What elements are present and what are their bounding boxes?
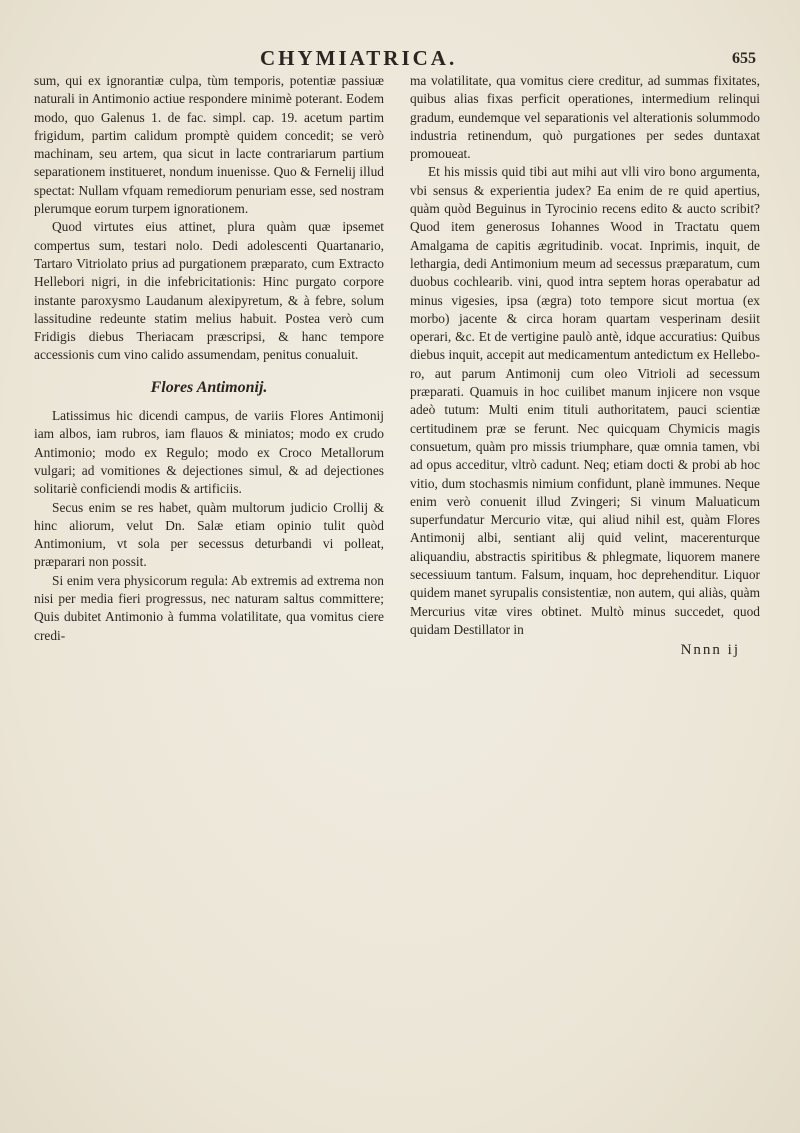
catchword: Nnnn ij	[680, 642, 740, 659]
paragraph: Secus enim se res habet, quàm multorum judicio Crollij & hinc aliorum, velut Dn. Salæ etiam opinio tulit quòd Antimonium, vt sola per secessus deturbandi vi polleat, præparari non possit.	[34, 499, 384, 570]
paragraph: ma volatilitate, qua vomitus ciere creditur, ad summas fixitates, quibus alias fixas perficit operationes, intermedium relinqui gradum, eundemque vel separationis vel alterationis solummodo industria retinendum, quò purgationes per sedes duntaxat promoueat.	[410, 73, 760, 162]
section-heading: Flores Antimonij.	[150, 378, 268, 396]
running-head	[34, 38, 760, 72]
paragraph: sum, qui ex ignorantiæ culpa, tùm temporis, potentiæ passiuæ naturali in Antimonio actiue respondere minimè poterant. Eodem modo, quo Galenus 1. de fac. simpl. cap. 19. acetum partim frigidum, partim calidum promptè quidem concedit; se verò machinam, seu artem, qua sicut in lacte contrariarum partium separationem institueret, nondum inuenisse. Quo & Fernelij illud spectat: Nullam vfquam remediorum penuriam esse, sed nostram plerumque eorum turpem ignorationem.	[34, 73, 384, 217]
right-column	[410, 72, 760, 660]
paragraph: Latissimus hic dicendi campus, de variis Flores Antimonij iam albos, iam rubros, iam flauos & miniatos; modo ex crudo Antimonio; modo ex Regulo; modo ex Croco Metallorum vulgari; ad vomitiones & dejectiones simul, & ad dejectiones solitariè conficiendi modis & artificiis.	[34, 408, 384, 497]
running-title: CHYMIATRICA.	[260, 46, 458, 70]
paragraph: Et his missis quid tibi aut mihi aut vlli viro bono argumenta, vbi sensus & experientia judex? Ea enim de re quid apertius, quàm quòd Beguinus in Tyrocinio recens edito & aucto scribit? Quod item generosus Iohannes Wood in Tractatu quem Amalgama de capitis ægritudinib. vocat. Inprimis, inquit, de lethargia, dedi Antimonium meum ad secessus præparatum, cum duobus cochlearib. vini, quod intra septem horas operabatur ad minus vigesies, ipsa (ægra) toto tempore sicut mortua (ex morbo) jacente & circa horam quartam vesperinam desiit operari, &c. Et de vertigine paulò antè, idque accuratius: Quibus diebus inquit, accepit aut medicamentum antedictum ex Hellebo-ro, aut parum Antimonij cum oleo Vitrioli ad secessum præparati. Quamuis in hoc cuilibet manum injicere non vsque adeò tutum: Multi enim tituli authoritatem, pauci scientiæ certitudinem præ se ferunt. Nec quicquam Chymicis magis consuetum, quàm pro missis triumphare, quæ omnia tamen, vbi ad opus acceditur, vltrò cadunt. Neq; etiam docti & probi ab hoc vitio, dum stochasmis nimium confidunt, planè immunes. Neque enim verò conuenit illud Zvingeri; Si vinum Maluaticum superfundatur Mercurio vitæ, qui aliud nihil est, quàm Flores Antimonij albi, sentiant alij quid velint, macerenturque aliquandiu, abstractis spiritibus & phlegmate, liquorem manere secessiuum tantum. Falsum, inquam, hoc deprehenditur. Liquor quidem manet syrupalis consistentiæ, non autem, qui aliàs, quàm Mercurius vitæ vires obtinet. Multò minus succedet, quod quidam Destillator in	[410, 164, 760, 637]
left-column	[34, 72, 384, 660]
paragraph: Quod virtutes eius attinet, plura quàm quæ ipsemet compertus sum, testari nolo. Dedi adolescenti Quartanario, Tartaro Vitriolato prius ad purgationem præparato, cum Extracto Hellebori nigri, in die infebricitationis: Hinc purgato corpore instante paroxysmo Laudanum alexipyretum, & à febre, solum lassitudine redeunte statim melius habuit. Postea verò cum Fridigis diebus Theriacam præscripsi, & hanc tempore accessionis cum vino calido assumendam, penitus conualuit.	[34, 219, 384, 363]
paragraph: Si enim vera physicorum regula: Ab extremis ad extrema non nisi per media fieri progressus, nec naturam saltus committere; Quis dubitet Antimonio à fumma volatilitate, qua vomitus ciere credi-	[34, 572, 384, 643]
page-number: 655	[732, 50, 756, 67]
text-columns	[34, 72, 760, 660]
